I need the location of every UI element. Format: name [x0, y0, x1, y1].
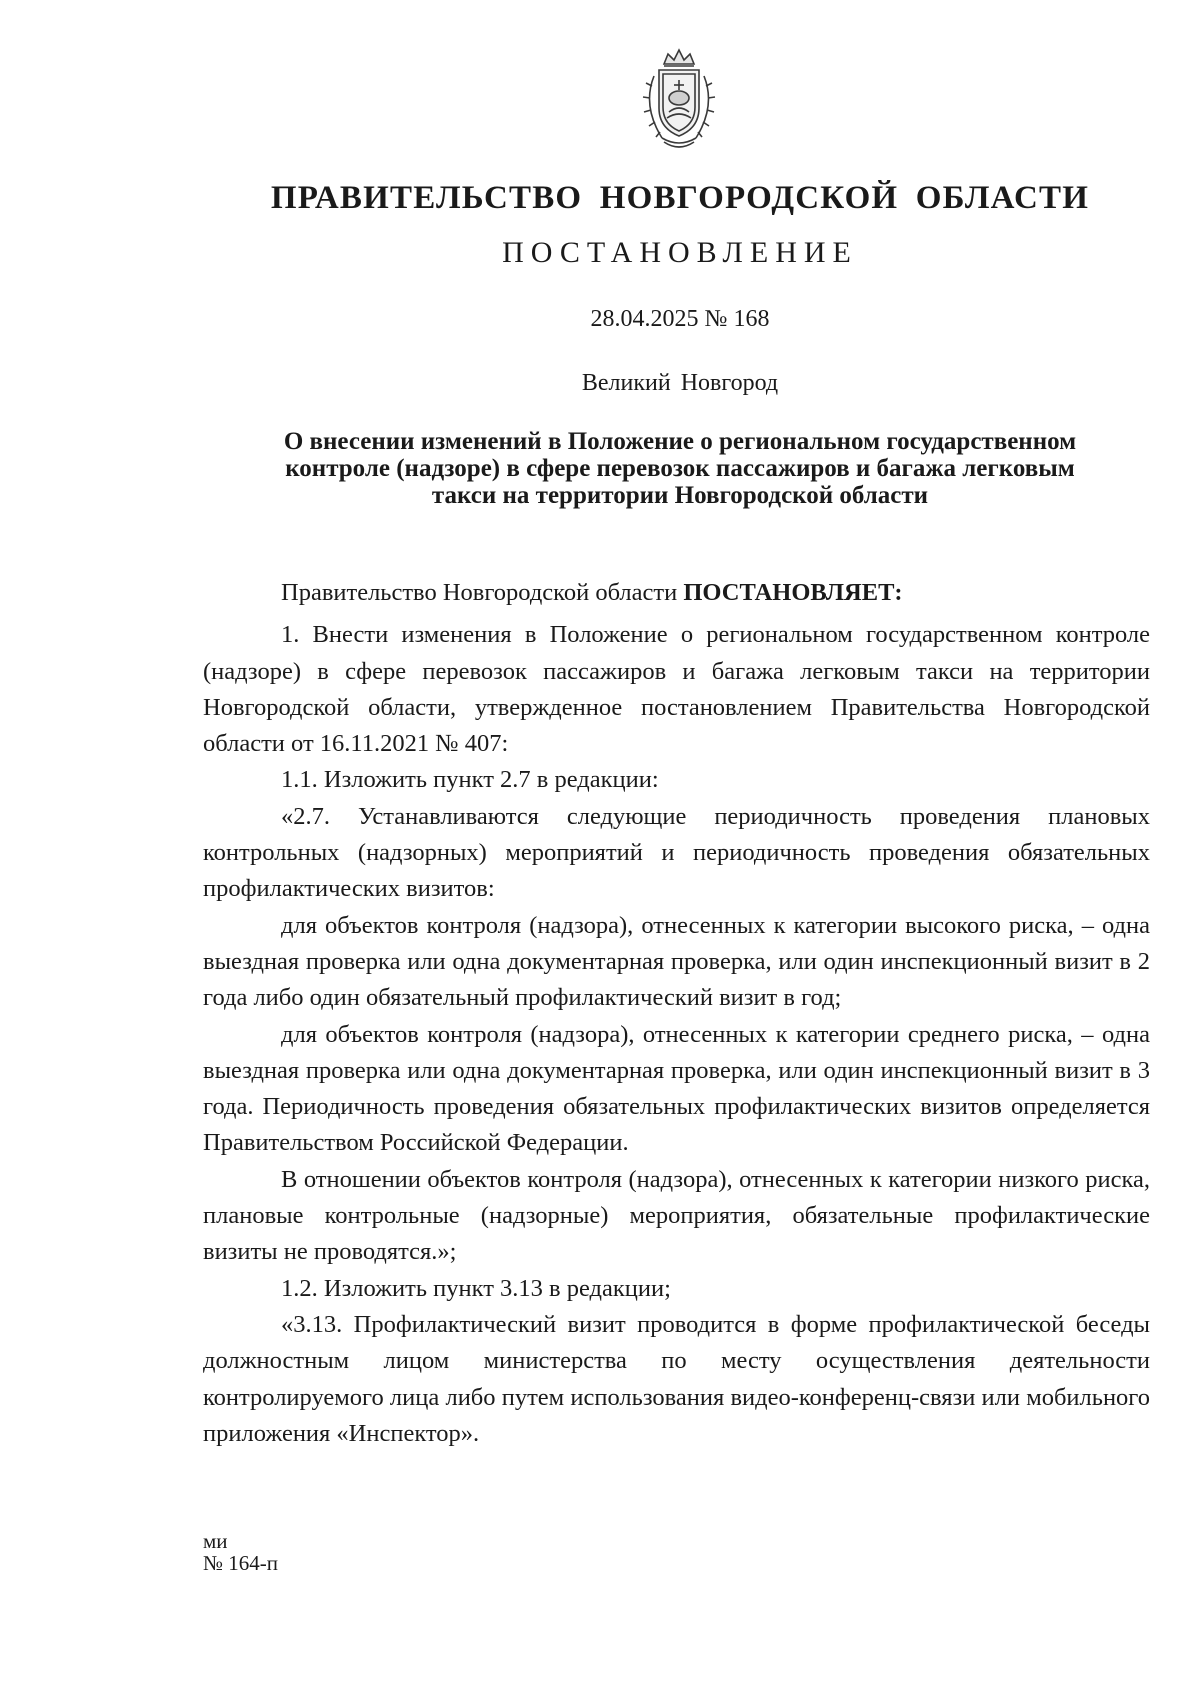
document-type: ПОСТАНОВЛЕНИЕ — [502, 236, 858, 269]
body-paragraph: 1.2. Изложить пункт 3.13 в редакции; — [281, 1274, 671, 1302]
body-paragraph: для объектов контроля (надзора), отнесенных к категории среднего риска, – одна выездная проверка или одна документарная проверка, или один инспекционный визит в 3 года. Периодичность проведения обязательных профилактических визитов определяется Правительством Российской Федерации. — [203, 1020, 1150, 1157]
body-paragraph: «2.7. Устанавливаются следующие периодичность проведения плановых контрольных (надзорных) мероприятий и периодичность проведения обязательных профилактических визитов: — [203, 802, 1150, 903]
government-name: ПРАВИТЕЛЬСТВО НОВГОРОДСКОЙ ОБЛАСТИ — [270, 180, 1090, 216]
subject-line: О внесении изменений в Положение о региональном государственном — [283, 428, 1077, 455]
subject-line: контроле (надзоре) в сфере перевозок пассажиров и багажа легковым — [285, 455, 1075, 482]
body-paragraph: для объектов контроля (надзора), отнесенных к категории высокого риска, – одна выездная проверка или одна документарная проверка, или один инспекционный визит в 2 года либо один обязательный профилактический визит в год; — [203, 911, 1150, 1012]
body-paragraph: 1.1. Изложить пункт 2.7 в редакции: — [281, 766, 659, 794]
body-paragraph: 1. Внести изменения в Положение о региональном государственном контроле (надзоре) в сфере перевозок пассажиров и багажа легковым такси на территории Новгородской области, утвержденное постановлением Правительства Новгородской области от 16.11.2021 № 407: — [203, 621, 1150, 758]
resolves-keyword: ПОСТАНОВЛЯЕТ: — [683, 579, 903, 606]
intro-text: Правительство Новгородской области — [281, 579, 684, 606]
coat-of-arms-icon — [634, 46, 724, 154]
document-city: Великий Новгород — [581, 370, 779, 396]
document-date-number: 28.04.2025 № 168 — [590, 306, 770, 332]
resolution-intro — [203, 575, 1150, 611]
footer-doc-code: № 164-п — [203, 1551, 279, 1575]
subject-line: такси на территории Новгородской области — [431, 482, 929, 509]
footer-initials: ми — [203, 1529, 228, 1553]
document-footer — [203, 1530, 278, 1574]
document-subject — [200, 428, 1160, 509]
body-paragraph: В отношении объектов контроля (надзора), отнесенных к категории низкого риска, плановые контрольные (надзорные) мероприятия, обязательные профилактические визиты не проводятся.»; — [203, 1165, 1150, 1266]
document-body — [203, 575, 1150, 1452]
body-paragraph: «3.13. Профилактический визит проводится в форме профилактической беседы должностным лицом министерства по месту осуществления деятельности контролируемого лица либо путем использования видео-конференц-связи или мобильного приложения «Инспектор». — [203, 1310, 1150, 1447]
